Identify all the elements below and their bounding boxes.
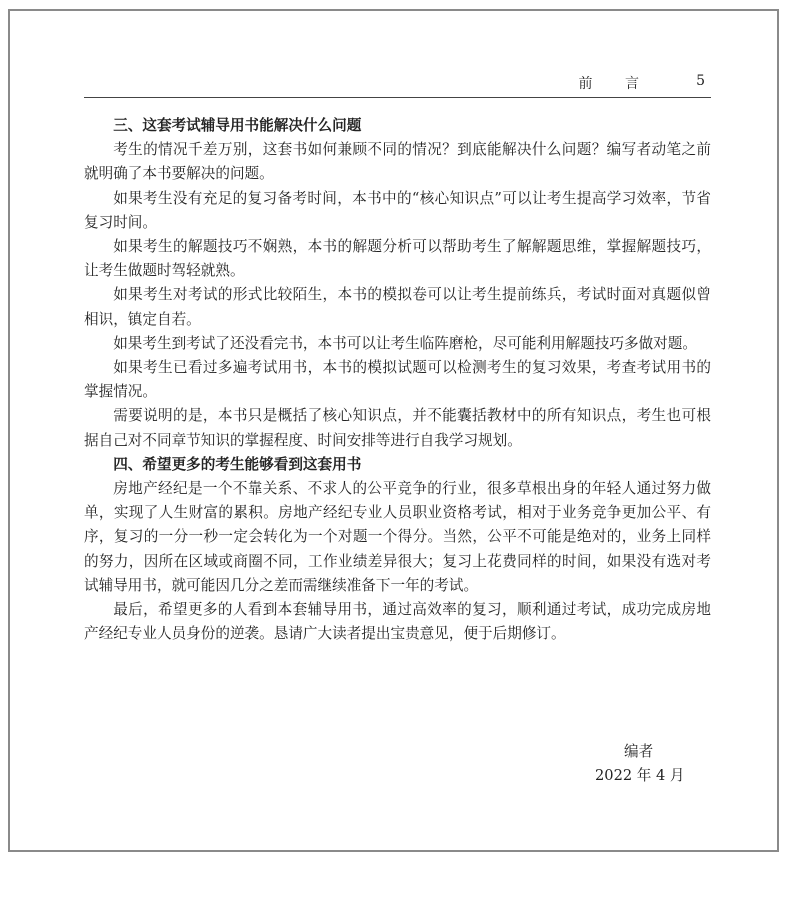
paragraph: 需要说明的是，本书只是概括了核心知识点，并不能囊括教材中的所有知识点，考生也可根据自己对不同章节知识的掌握程度、时间安排等进行自我学习规划。	[84, 407, 711, 449]
paragraph: 房地产经纪是一个不靠关系、不求人的公平竞争的行业，很多草根出身的年轻人通过努力做单，实现了人生财富的累积。房地产经纪专业人员职业资格考试，相对于业务竞争更加公平、有序，复习的一分一秒一定会转化为一个对题一个得分。当然，公平不可能是绝对的，业务上同样的努力，因所在区域或商圈不同，工作业绩差异很大；复习上花费同样的时间，如果没有选对考试辅导用书，就可能因几分之差而需继续准备下一年的考试。	[84, 480, 711, 594]
paragraph: 最后，希望更多的人看到本套辅导用书，通过高效率的复习，顺利通过考试，成功完成房地产经纪专业人员身份的逆袭。恳请广大读者提出宝贵意见，便于后期修订。	[84, 601, 711, 643]
section-heading: 四、希望更多的考生能够看到这套用书	[113, 455, 362, 473]
date: 2022 年 4 月	[595, 767, 685, 784]
paragraph: 考生的情况千差万别，这套书如何兼顾不同的情况？到底能解决什么问题？编写者动笔之前就明确了本书要解决的问题。	[84, 141, 711, 183]
running-header	[84, 73, 711, 98]
signature: 编者	[624, 743, 654, 760]
paragraph: 如果考生没有充足的复习备考时间，本书中的“核心知识点”可以让考生提高学习效率，节省复习时间。	[84, 189, 711, 231]
paragraph: 如果考生已看过多遍考试用书，本书的模拟试题可以检测考生的复习效果，考查考试用书的掌握情况。	[84, 359, 711, 401]
paragraph: 如果考生对考试的形式比较陌生，本书的模拟卷可以让考生提前练兵，考试时面对真题似曾相识，镇定自若。	[84, 286, 711, 328]
section-heading: 三、这套考试辅导用书能解决什么问题	[113, 117, 362, 134]
paragraph: 如果考生到考试了还没看完书，本书可以让考生临阵磨枪，尽可能利用解题技巧多做对题。	[113, 334, 697, 352]
body-text	[84, 114, 711, 646]
paragraph: 如果考生的解题技巧不娴熟，本书的解题分析可以帮助考生了解解题思维，掌握解题技巧，让考生做题时驾轻就熟。	[84, 238, 711, 280]
page-number: 5	[696, 73, 705, 89]
header-title: 前 言	[578, 76, 653, 92]
